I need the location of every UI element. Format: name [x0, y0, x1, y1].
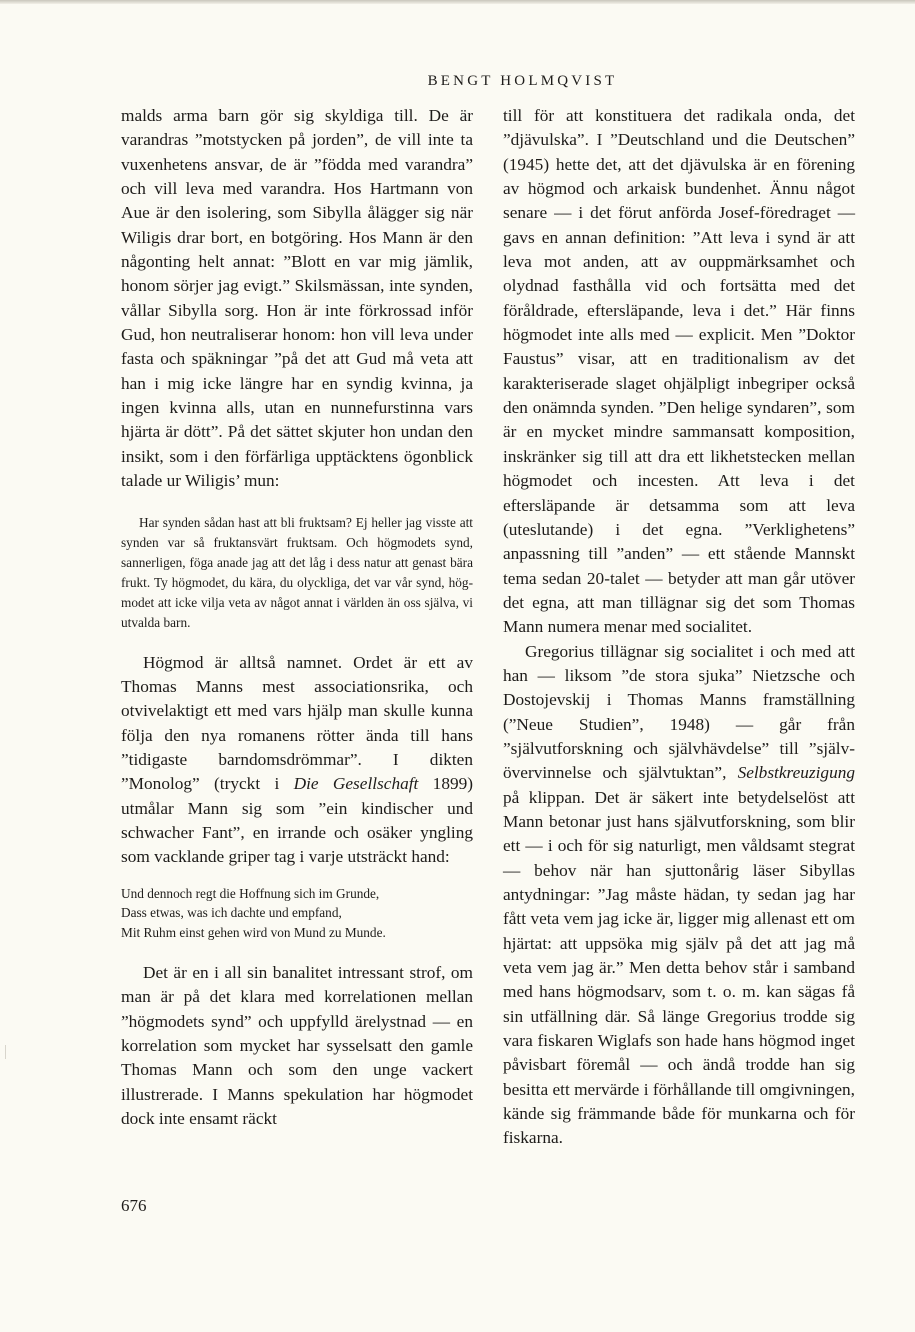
paragraph: [503, 640, 855, 1151]
paragraph: [121, 651, 473, 870]
paragraph-text: 1899) utmålar Mann sig som ”ein kindischer und schwacher Fant”, en irrande och osäker yngling som vacklande griper tag i varje utsträckt hand:: [121, 774, 474, 867]
verse-line: Mit Ruhm einst gehen wird von Mund zu Munde.: [121, 924, 386, 940]
verse-quote: [121, 884, 473, 943]
page-top-edge: [0, 0, 915, 4]
paragraph: Det är en i all sin banalitet intressant strof, om man är på det klara med korrelationen mellan ”högmodets synd” och uppfylld ärelystnad — en korrelation som mycket har sysselsatt den gamle Thomas Mann och som den unge vackert illustrerade. I Manns spekulation har högmodet dock inte ensamt räckt: [121, 963, 473, 1129]
paragraph-text: Högmod är alltså namnet. Ordet är ett av Thomas Manns mest associationsrika, och otvivelaktigt ett med vars hjälp man skulle kunna följa den nya romanens rötter ända till hans ”tidigaste barndomsdrömmar”. I dikten ”Monolog” (tryckt i: [121, 652, 473, 794]
page-number: 676: [121, 1196, 147, 1215]
paragraph: malds arma barn gör sig skyldiga till. De är varandras ”motstycken på jorden”, de vill inte ta vuxenhetens ansvar, de är ”födda med varandra” och vill leva med varandra. Hos Hartmann von Aue är den isolering, som Sibylla ålägger sig när Wiligis drar bort, en botgöring. Hos Mann är den någonting helt annat: ”Blott en var mig jämlik, honom sörjer jag evigt.” Skilsmässan, inte synden, vållar Sibylla sorg. Hon är inte förkrossad inför Gud, hon neutraliserar honom: hon vill leva under fasta och späkningar ”på det att Gud må veta att han i mig icke längre har en syndig kvinna, ja ingen kvinna alls, utan en nunnefurstinna vars hjärta är dött”. På det sättet skjuter hon undan den insikt, som i den förfärliga upptäcktens ögonblick talade ur Wiligis’ mun:: [121, 106, 473, 491]
block-quote: [121, 513, 473, 633]
running-head: BENGT HOLMQVIST: [427, 73, 618, 89]
italic-term: Selbstkreuzigung: [737, 763, 855, 783]
paragraph-text: Gregorius tillägnar sig socialitet i och med att han — liksom ”de stora sjuka” Nietzsche och Dostojevskij i Thomas Manns framställning (”Neue Studien”, 1948) — går från ”självutforskning och självhävdelse” till ”självövervinnelse och självtuktan”,: [503, 641, 855, 783]
paragraph: till för att konstituera det radikala onda, det ”djävulska”. I ”Deutschland und die Deutschen” (1945) hette det, att det djävulska är en förening av högmod och arkaisk bundenhet. Ännu något senare — i det förut anförda Josef-föredraget — gavs en annan definition: ”Att leva i synd är att leva mot anden, att av ouppmärksamhet och olydnad fasthålla vid och fortsätta med det föråldrade, eftersläpande, leva i det.” Här finns högmodet inte alls med — explicit. Men ”Doktor Faustus” visar, att en traditionalism av det karakteriserade slaget ohjälpligt inbegriper också den onämnda synden. ”Den helige syndaren”, som är en mycket mindre sammansatt komposition, inskränker sig till att dra ett likhetstecken mellan högmodet och incesten. Att leva i det eftersläpande är detsamma som att leva (uteslutande) i det egna. ”Verklighetens” anpassning till ”anden” — ett stående Mannskt tema sedan 20-talet — betyder att man går utöver det egna, att man tillägnar sig det som Thomas Mann numera menar med socialitet.: [503, 106, 855, 637]
italic-title: Die Gesellschaft: [293, 774, 419, 794]
verse-line: Und dennoch regt die Hoffnung sich im Grunde,: [121, 885, 380, 901]
right-column: [503, 104, 855, 1151]
block-quote-text: Har synden sådan hast att bli fruktsam? Ej heller jag visste att synden var så fruktansvärt fruktsam. Och högmodets synd, sannerligen, föga anade jag att det låg i dess natur att genast bära frukt. Ty högmodet, du kära, du olyckliga, det var vår synd, högmodet att icke vilja veta av något annat i världen än oss själva, vi utvalda barn.: [121, 514, 473, 630]
paragraph-text: på klippan. Det är säkert inte betydelselöst att Mann betonar just hans självutforskning, som blir ett — i och för sig naturligt, men våldsamt stegrat — behov när han sjuttonårig läser Sibyllas antydningar: ”Jag måste hädan, ty sedan jag har fått veta vem jag icke är, ligger mig allenast ett om hjärtat: att uppsöka mig själv på det att jag må veta vem jag är.” Men detta behov står i samband med hans högmodsarv, som t. o. m. kan sägas få sin utfällning där. Så länge Gregorius trodde sig vara fiskaren Wiglafs son hade hans högmod inget påvisbart föremål — och ändå trodde han sig besitta ett mervärde i förhållande till omgivningen, kände sig främmande både för munkarna och för fiskarna.: [503, 787, 855, 1148]
margin-mark: [5, 1045, 6, 1059]
verse-line: Dass etwas, was ich dachte und empfand,: [121, 905, 342, 921]
left-column: [121, 104, 473, 1132]
